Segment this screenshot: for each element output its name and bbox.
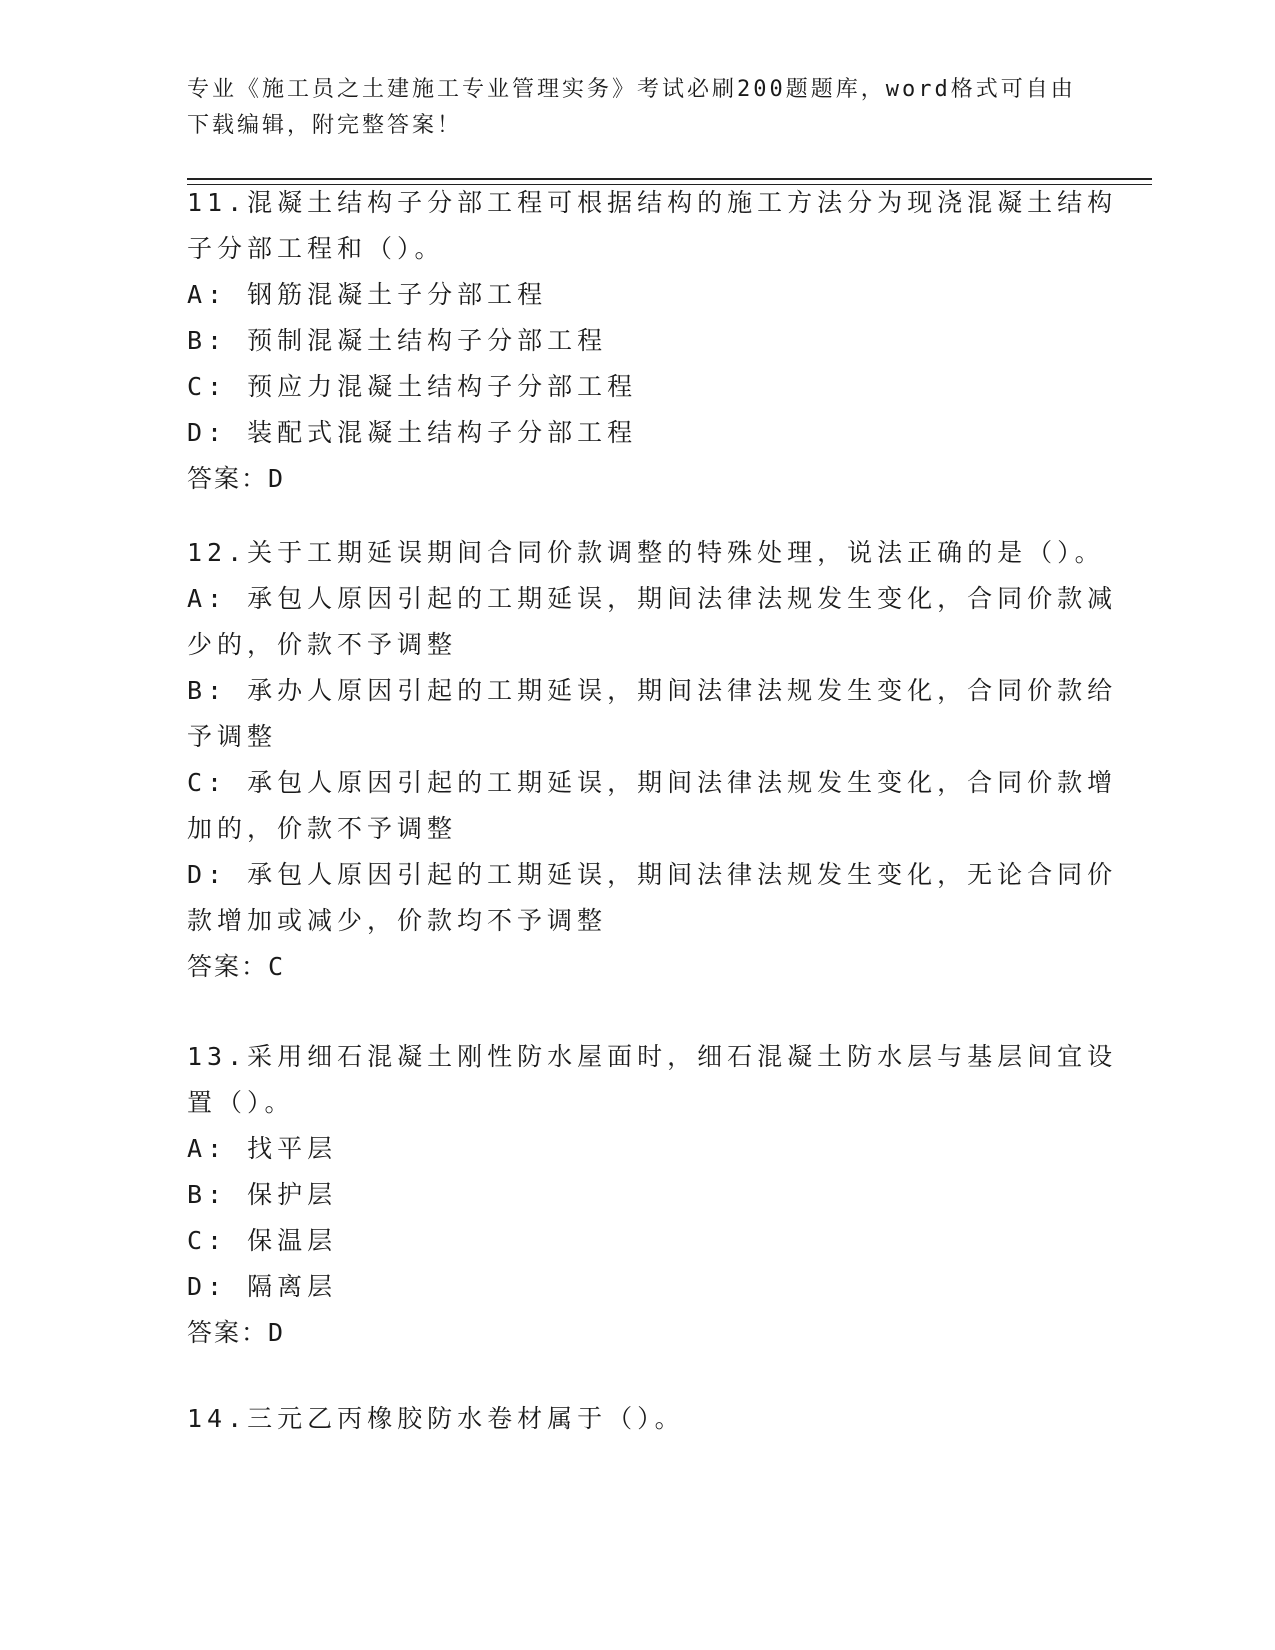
question-11 bbox=[187, 180, 1118, 502]
question-stem: 子分部工程和（）。 bbox=[187, 234, 445, 263]
answer: 答案：D bbox=[187, 464, 286, 493]
answer: 答案：C bbox=[187, 952, 286, 981]
question-14 bbox=[187, 1396, 1087, 1442]
option-d-cont: 款增加或减少，价款均不予调整 bbox=[187, 906, 608, 935]
question-13 bbox=[187, 1034, 1118, 1356]
option-d: D: 隔离层 bbox=[187, 1272, 338, 1301]
option-b-cont: 予调整 bbox=[187, 722, 278, 751]
question-stem: 12.关于工期延误期间合同价款调整的特殊处理，说法正确的是（）。 bbox=[187, 538, 1105, 567]
option-b: B: 承办人原因引起的工期延误，期间法律法规发生变化，合同价款给 bbox=[187, 676, 1118, 705]
question-stem: 置（）。 bbox=[187, 1088, 295, 1117]
document-header bbox=[187, 72, 1087, 144]
option-c: C: 承包人原因引起的工期延误，期间法律法规发生变化，合同价款增 bbox=[187, 768, 1118, 797]
option-d: D: 承包人原因引起的工期延误，期间法律法规发生变化，无论合同价 bbox=[187, 860, 1118, 889]
header-line-2: 下载编辑，附完整答案！ bbox=[187, 113, 463, 138]
option-c: C: 预应力混凝土结构子分部工程 bbox=[187, 372, 638, 401]
header-line-1: 专业《施工员之土建施工专业管理实务》考试必刷200题题库，word格式可自由 bbox=[187, 77, 1076, 102]
option-a: A: 找平层 bbox=[187, 1134, 338, 1163]
option-d: D: 装配式混凝土结构子分部工程 bbox=[187, 418, 638, 447]
option-a: A: 承包人原因引起的工期延误，期间法律法规发生变化，合同价款减 bbox=[187, 584, 1118, 613]
question-stem: 13.采用细石混凝土刚性防水屋面时，细石混凝土防水层与基层间宜设 bbox=[187, 1042, 1118, 1071]
option-a-cont: 少的，价款不予调整 bbox=[187, 630, 458, 659]
question-12 bbox=[187, 530, 1118, 990]
answer: 答案：D bbox=[187, 1318, 286, 1347]
option-b: B: 保护层 bbox=[187, 1180, 338, 1209]
option-a: A: 钢筋混凝土子分部工程 bbox=[187, 280, 548, 309]
question-stem: 11.混凝土结构子分部工程可根据结构的施工方法分为现浇混凝土结构 bbox=[187, 188, 1118, 217]
option-b: B: 预制混凝土结构子分部工程 bbox=[187, 326, 608, 355]
option-c-cont: 加的，价款不予调整 bbox=[187, 814, 458, 843]
option-c: C: 保温层 bbox=[187, 1226, 338, 1255]
question-stem: 14.三元乙丙橡胶防水卷材属于（）。 bbox=[187, 1404, 685, 1433]
